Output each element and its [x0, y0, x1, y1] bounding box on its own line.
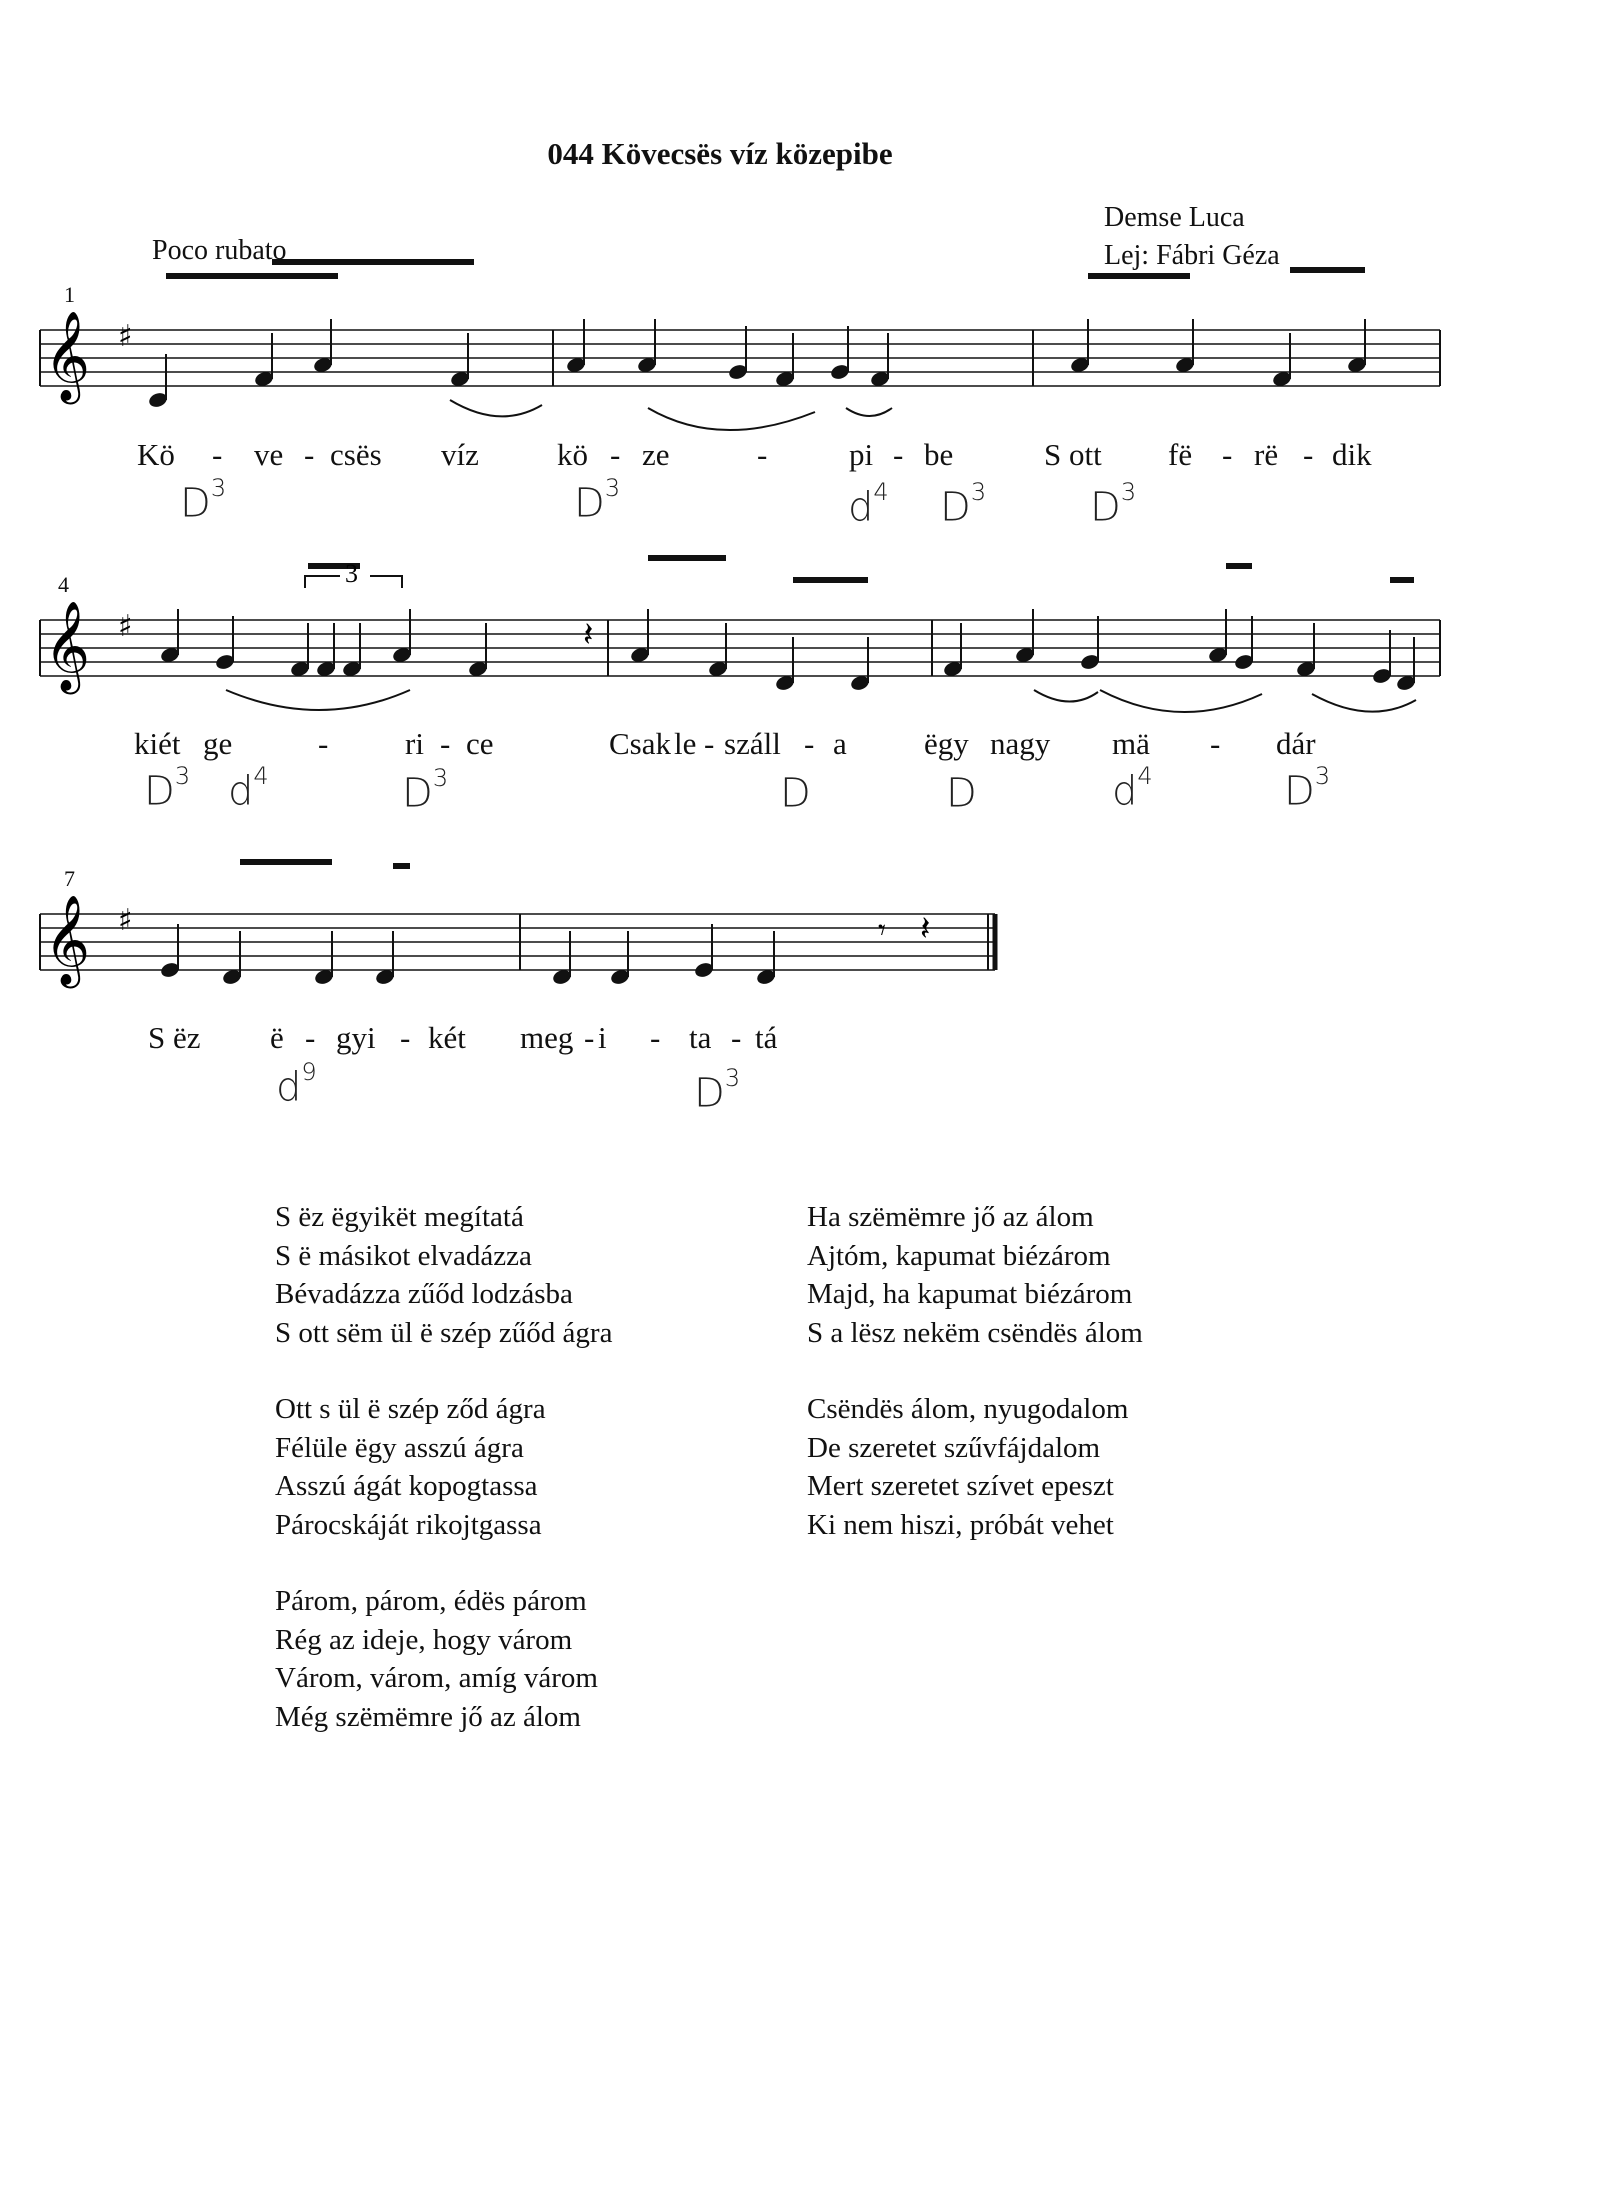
slur-mark [648, 408, 815, 430]
verse-stanza [275, 1582, 612, 1736]
lyric-syllable: két [428, 1020, 466, 1055]
measure-number-7: 7 [64, 866, 75, 891]
sharp-icon: ♯ [118, 903, 133, 938]
verse-line: Párom, párom, édës párom [275, 1585, 587, 1617]
verse-line: Ha szëmëmre jő az álom [807, 1201, 1094, 1233]
quarter-rest-icon: 𝄽 [920, 909, 931, 949]
tuplet-number: 3 [345, 559, 358, 588]
verse-stanza [275, 1198, 612, 1352]
chord-symbol: $D^3$ [694, 1064, 741, 1117]
verse-line: S a lësz nekëm csëndës álom [807, 1316, 1143, 1349]
lyric-syllable: a [833, 726, 847, 761]
verse-stanza [807, 1198, 1143, 1352]
lyric-hyphen: - [704, 726, 715, 761]
verse-line: Ki nem hiszi, próbát vehet [807, 1508, 1114, 1541]
lyric-syllable: Kö [137, 437, 175, 472]
sharp-icon: ♯ [118, 319, 133, 354]
verse-line: Rég az ideje, hogy várom [275, 1623, 573, 1656]
chord-symbol: $D^3$ [180, 474, 227, 527]
lyric-syllable: ëgy [924, 726, 969, 761]
lyric-hyphen: - [1210, 726, 1221, 761]
lyric-hyphen: - [893, 437, 904, 472]
chord-symbol: $D^3$ [1284, 762, 1331, 815]
chord-symbol: $d^9$ [276, 1058, 317, 1111]
measure-number-1: 1 [64, 282, 75, 307]
lyric-hyphen: - [212, 437, 223, 472]
lyric-syllable: ta [689, 1020, 712, 1055]
verse-line: Várom, várom, amíg várom [275, 1662, 598, 1694]
lyric-hyphen: - [804, 726, 815, 761]
verse-line: Félüle ëgy asszú ágra [275, 1431, 524, 1464]
lyric-syllable: mä [1112, 726, 1150, 761]
lyric-syllable: ge [203, 726, 233, 761]
lyric-syllable: ze [642, 437, 670, 472]
lyric-syllable: meg [520, 1020, 574, 1055]
verse-line: Csëndës álom, nyugodalom [807, 1393, 1129, 1425]
lyric-hyphen: - [400, 1020, 411, 1055]
lyric-syllable: rë [1254, 437, 1279, 472]
verse-column-left [275, 1198, 612, 1736]
verse-column-right [807, 1198, 1143, 1544]
chord-symbol: $D^3$ [402, 764, 449, 817]
chord-symbol: $d^4$ [1112, 762, 1153, 815]
verse-line: S ott sëm ül ë szép zűőd ágra [275, 1316, 613, 1349]
verse-line: De szeretet szűvfájdalom [807, 1431, 1101, 1464]
lyric-hyphen: - [1303, 437, 1314, 472]
verse-stanza [807, 1390, 1143, 1544]
chord-symbol: $d^4$ [848, 478, 889, 531]
slur-mark [1312, 694, 1416, 712]
lyric-syllable: száll [724, 726, 781, 761]
treble-clef-icon: 𝄞 [44, 601, 91, 691]
chord-symbol: $D^3$ [144, 762, 191, 815]
lyric-hyphen: - [610, 437, 621, 472]
lyric-hyphen: - [731, 1020, 742, 1055]
lyric-hyphen: - [318, 726, 329, 761]
lyric-syllable: dik [1332, 437, 1372, 472]
chord-symbol: $D^3$ [574, 474, 621, 527]
lyric-syllable: i [598, 1020, 607, 1055]
treble-clef-icon: 𝄞 [44, 895, 91, 985]
credit-transcriber: Lej: Fábri Géza [1104, 240, 1280, 271]
chord-symbol: $D^3$ [940, 478, 987, 531]
lyric-syllable: S ëz [148, 1020, 201, 1055]
lyric-syllable: ri [405, 726, 424, 761]
lyric-syllable: kiét [134, 726, 181, 761]
lyric-syllable: kö [557, 437, 588, 472]
lyric-syllable: dár [1276, 726, 1316, 761]
lyric-syllable: Csak [609, 726, 671, 761]
lyric-syllable: ce [466, 726, 494, 761]
lyric-syllable: pi [849, 437, 874, 472]
notation-marks [166, 262, 1416, 949]
verse-line: Asszú ágát kopogtassa [275, 1470, 538, 1502]
lyric-syllable: ë [270, 1020, 284, 1055]
verse-line: Ajtóm, kapumat biézárom [807, 1239, 1111, 1272]
sharp-icon: ♯ [118, 609, 133, 644]
slur-mark [1034, 690, 1098, 702]
verse-line: S ëz ëgyikët megítatá [275, 1201, 524, 1233]
slur-mark [1100, 690, 1262, 712]
lyric-syllable: fë [1168, 437, 1193, 472]
lyric-hyphen: - [440, 726, 451, 761]
verse-line: Mert szeretet szívet epeszt [807, 1470, 1114, 1502]
tuplet-bracket [305, 576, 340, 588]
lyric-hyphen: - [1222, 437, 1233, 472]
staff-lines [40, 311, 1440, 989]
lyric-hyphen: - [304, 437, 315, 472]
lyric-syllable: csës [330, 437, 382, 472]
slur-mark [450, 400, 542, 416]
quarter-rest-icon: 𝄽 [583, 615, 594, 655]
tempo-marking: Poco rubato [152, 235, 287, 266]
lyric-hyphen: - [305, 1020, 316, 1055]
lyric-syllable: nagy [990, 726, 1051, 761]
verse-line: Bévadázza zűőd lodzásba [275, 1278, 573, 1310]
slur-mark [846, 408, 892, 416]
chord-symbol: D [780, 770, 811, 817]
lyric-hyphen: - [757, 437, 768, 472]
lyric-syllable: gyi [336, 1020, 376, 1055]
chord-symbol: D [946, 770, 977, 817]
song-title: 044 Kövecsës víz közepibe [547, 136, 893, 171]
verse-stanza [275, 1390, 612, 1544]
chord-symbol: $D^3$ [1090, 478, 1137, 531]
lyric-syllable: tá [755, 1020, 778, 1055]
credit-performer: Demse Luca [1104, 202, 1245, 233]
lyric-syllable: le [674, 726, 697, 761]
measure-number-4: 4 [58, 572, 69, 597]
treble-clef-icon: 𝄞 [44, 311, 91, 401]
verse-line: Ott s ül ë szép ződ ágra [275, 1393, 546, 1425]
lyric-syllable: ve [254, 437, 284, 472]
verse-line: Párocskáját rikojtgassa [275, 1508, 542, 1541]
lyric-syllable: be [924, 437, 954, 472]
slur-mark [226, 690, 410, 710]
chord-symbol: $d^4$ [228, 762, 269, 815]
lyric-hyphen: - [650, 1020, 661, 1055]
tuplet-bracket [370, 576, 402, 588]
verse-line: Még szëmëmre jő az álom [275, 1700, 581, 1733]
eighth-rest-icon: 𝄾 [878, 913, 886, 948]
verse-line: S ë másikot elvadázza [275, 1239, 532, 1272]
lyric-hyphen: - [584, 1020, 595, 1055]
verse-line: Majd, ha kapumat biézárom [807, 1278, 1133, 1310]
lyric-syllable: víz [441, 437, 479, 472]
note-heads [147, 319, 1416, 986]
lyric-syllable: S ott [1044, 437, 1102, 472]
